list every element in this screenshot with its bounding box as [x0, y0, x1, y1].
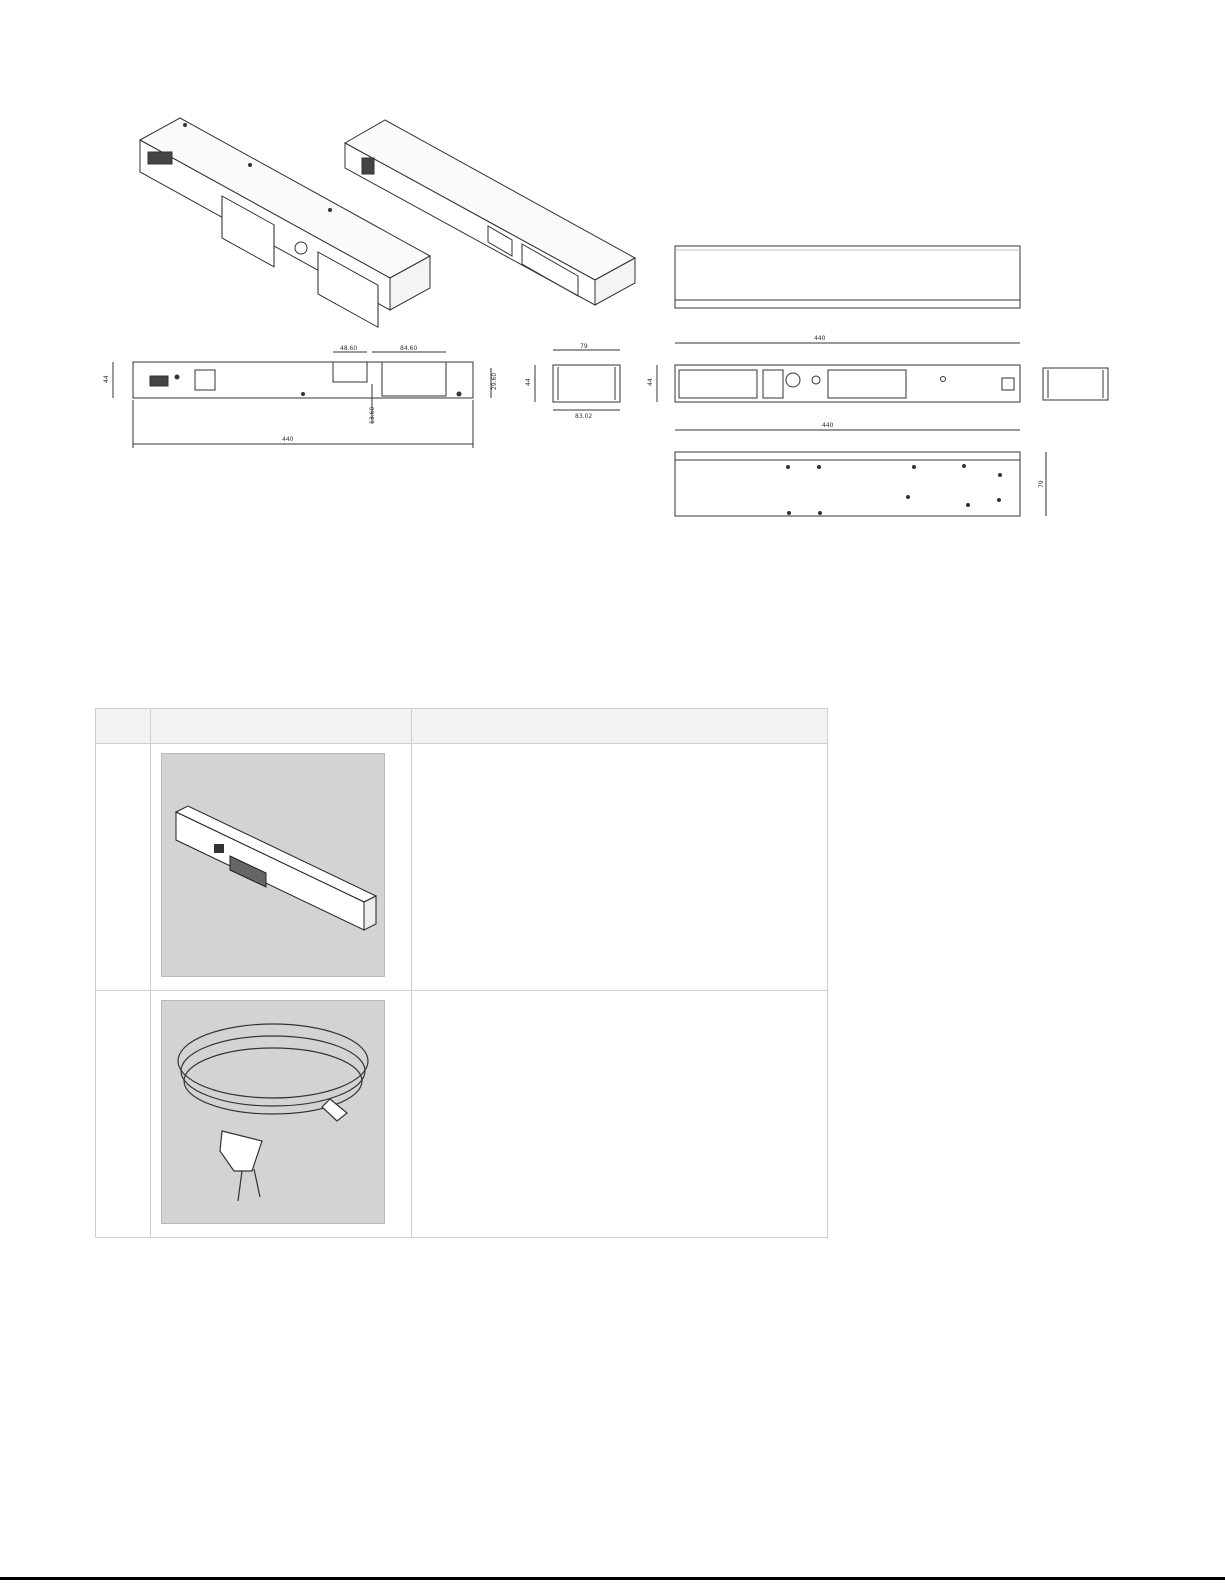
row-index-cell	[96, 991, 151, 1238]
front-panel-view	[657, 343, 1020, 402]
dim-end-width-top: 79	[580, 343, 588, 350]
row-description-cell	[412, 991, 828, 1238]
package-contents-table	[95, 708, 828, 1238]
table-header-row	[96, 709, 828, 744]
page-bottom-rule	[0, 1577, 1225, 1580]
pdu-unit-image	[161, 753, 385, 977]
dim-side-length: 440	[282, 436, 294, 443]
bottom-view	[675, 430, 1046, 516]
row-image-cell	[151, 744, 412, 991]
top-view	[675, 246, 1020, 308]
dim-rear-depth: 79	[1038, 480, 1045, 488]
dim-side-c: 29.60	[491, 372, 498, 390]
dim-side-a: 48.60	[340, 345, 358, 352]
end-view	[535, 350, 620, 410]
row-description-cell	[412, 744, 828, 991]
dim-side-b: 84.60	[400, 345, 418, 352]
table-row	[96, 744, 828, 991]
dim-front-length: 440	[814, 335, 826, 342]
technical-drawing	[0, 0, 1225, 560]
dim-front-height: 44	[647, 378, 654, 386]
power-cord-image	[161, 1000, 385, 1224]
side-view	[113, 352, 491, 448]
row-index-cell	[96, 744, 151, 991]
dim-rear-length: 440	[822, 422, 834, 429]
header-cell-item	[151, 709, 412, 744]
end-view-right	[1043, 368, 1108, 400]
dim-end-width-bottom: 83.02	[575, 413, 593, 420]
header-cell-index	[96, 709, 151, 744]
dim-side-height: 44	[103, 375, 110, 383]
header-cell-description	[412, 709, 828, 744]
dim-end-height: 44	[525, 378, 532, 386]
dim-side-d: 13.60	[369, 406, 376, 424]
row-image-cell	[151, 991, 412, 1238]
table-row	[96, 991, 828, 1238]
